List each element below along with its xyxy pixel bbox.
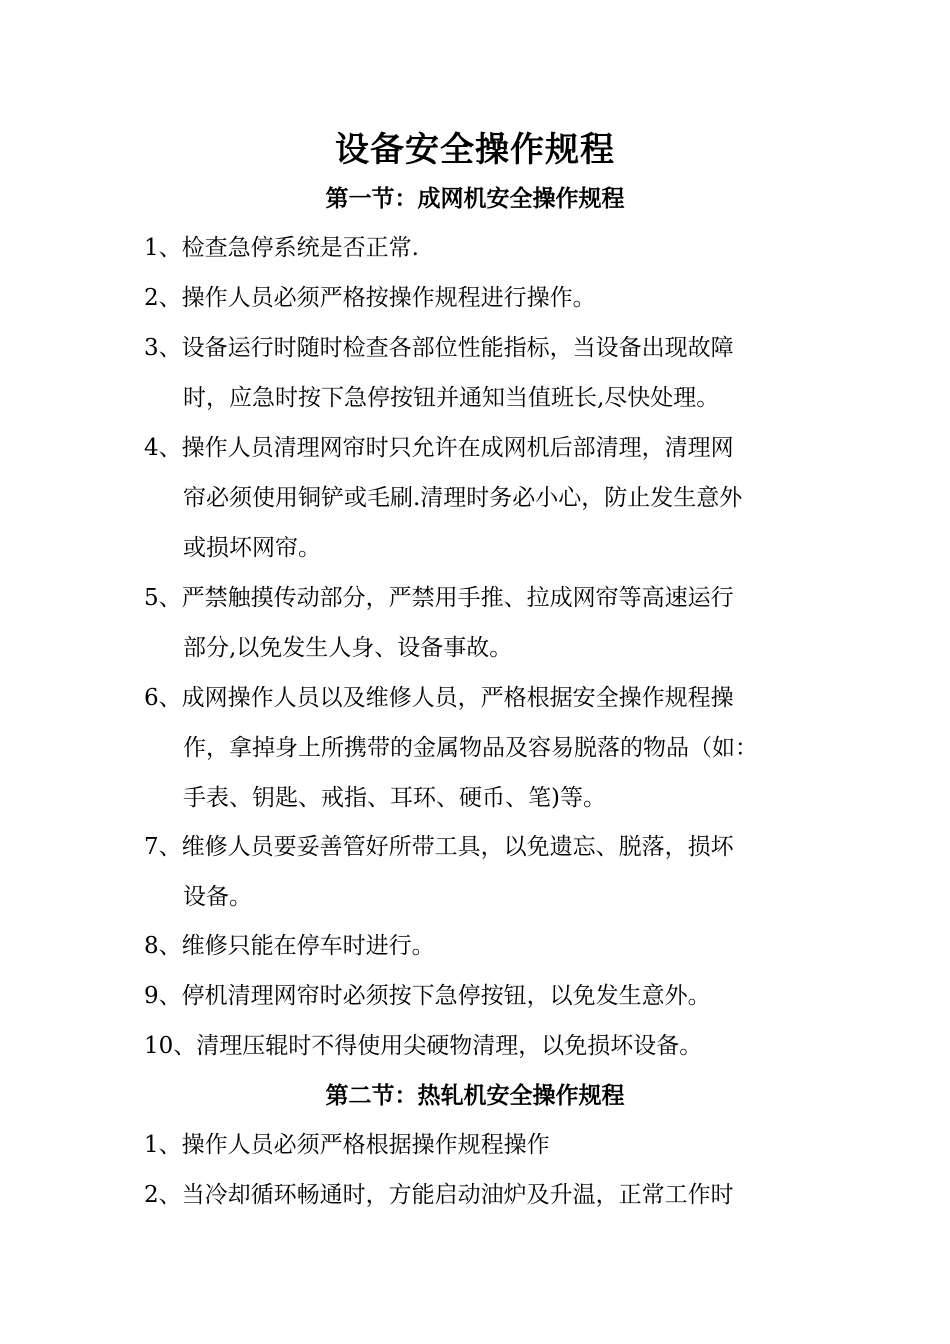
list-item-6: 6、成网操作人员以及维修人员，严格根据安全操作规程操 [144, 685, 734, 711]
section-heading-1: 第一节：成网机安全操作规程 [325, 185, 625, 212]
list-item-6-continuation: 手表、钥匙、戒指、耳环、硬币、笔)等。 [183, 785, 606, 811]
list-item-1: 1、操作人员必须严格根据操作规程操作 [144, 1132, 550, 1158]
list-item-1: 1、检查急停系统是否正常. [144, 235, 419, 261]
list-item-6-continuation: 作，拿掉身上所携带的金属物品及容易脱落的物品（如： [183, 735, 758, 761]
list-item-2: 2、当冷却循环畅通时，方能启动油炉及升温，正常工作时 [144, 1182, 734, 1208]
list-item-9: 9、停机清理网帘时必须按下急停按钮，以免发生意外。 [144, 983, 711, 1009]
list-item-5: 5、严禁触摸传动部分，严禁用手推、拉成网帘等高速运行 [144, 585, 734, 611]
list-item-3-continuation: 时，应急时按下急停按钮并通知当值班长,尽快处理。 [183, 385, 720, 411]
list-item-7-continuation: 设备。 [183, 884, 252, 910]
list-item-4-continuation: 或损坏网帘。 [183, 535, 321, 561]
list-item-8: 8、维修只能在停车时进行。 [144, 933, 435, 959]
list-item-4: 4、操作人员清理网帘时只允许在成网机后部清理，清理网 [144, 435, 734, 461]
section-heading-2: 第二节：热轧机安全操作规程 [325, 1082, 625, 1109]
list-item-5-continuation: 部分,以免发生人身、设备事故。 [183, 635, 513, 661]
list-item-4-continuation: 帘必须使用铜铲或毛刷.清理时务必小心，防止发生意外 [183, 485, 743, 511]
document-title: 设备安全操作规程 [335, 130, 615, 170]
list-item-7: 7、维修人员要妥善管好所带工具，以免遗忘、脱落，损坏 [144, 834, 734, 860]
list-item-10: 10、清理压辊时不得使用尖硬物清理，以免损坏设备。 [144, 1033, 703, 1059]
list-item-2: 2、操作人员必须严格按操作规程进行操作。 [144, 285, 596, 311]
list-item-3: 3、设备运行时随时检查各部位性能指标，当设备出现故障 [144, 335, 734, 361]
